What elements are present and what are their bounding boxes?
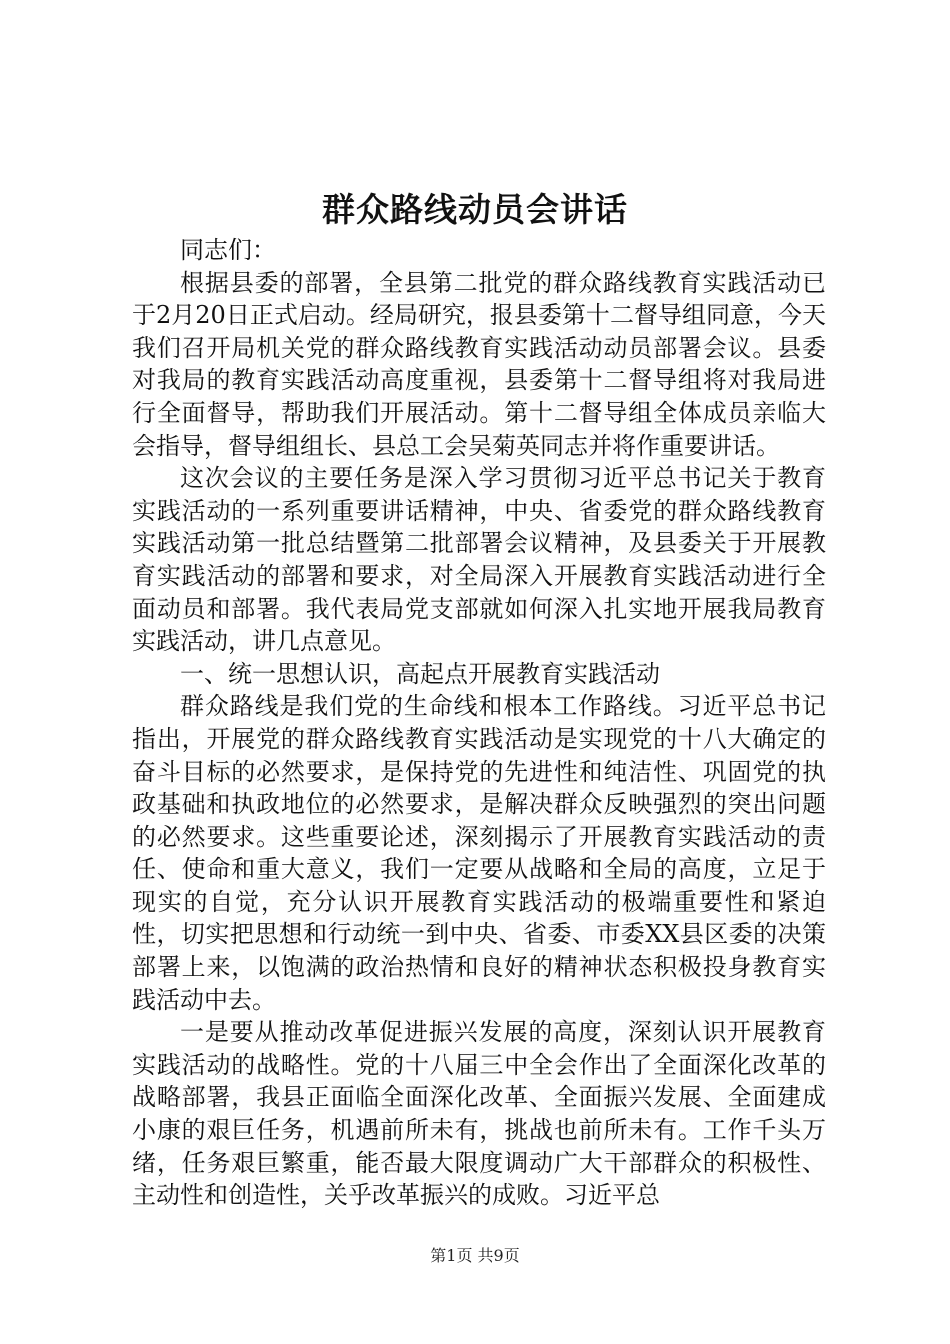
section-heading-1: 一、统一思想认识，高起点开展教育实践活动 xyxy=(180,659,660,688)
salutation: 同志们： xyxy=(180,236,276,264)
page-number-footer: 第1页 共9页 xyxy=(430,1246,520,1265)
document-title: 群众路线动员会讲话 xyxy=(322,190,628,229)
document-body xyxy=(132,234,826,1212)
paragraph-4: 一是要从推动改革促进振兴发展的高度，深刻认识开展教育实践活动的战略性。党的十八届三中全会作出了全面深化改革的战略部署，我县正面临全面深化改革、全面振兴发展、全面建成小康的艰巨任务，机遇前所未有，挑战也前所未有。工作千头万绪，任务艰巨繁重，能否最大限度调动广大干部群众的积极性、主动性和创造性，关乎改革振兴的成败。习近平总 xyxy=(132,1018,826,1210)
paragraph-3: 群众路线是我们党的生命线和根本工作路线。习近平总书记指出，开展党的群众路线教育实践活动是实现党的十八大确定的奋斗目标的必然要求，是保持党的先进性和纯洁性、巩固党的执政基础和执政地位的必然要求，是解决群众反映强烈的突出问题的必然要求。这些重要论述，深刻揭示了开展教育实践活动的责任、使命和重大意义，我们一定要从战略和全局的高度，立足于现实的自觉，充分认识开展教育实践活动的极端重要性和紧迫性，切实把思想和行动统一到中央、省委、市委XX县区委的决策部署上来，以饱满的政治热情和良好的精神状态积极投身教育实践活动中去。 xyxy=(132,692,826,1014)
paragraph-1: 根据县委的部署，全县第二批党的群众路线教育实践活动已于2月20日正式启动。经局研究，报县委第十二督导组同意，今天我们召开局机关党的群众路线教育实践活动动员部署会议。县委对我局的教育实践活动高度重视，县委第十二督导组将对我局进行全面督导，帮助我们开展活动。第十二督导组全体成员亲临大会指导，督导组组长、县总工会吴菊英同志并将作重要讲话。 xyxy=(132,268,826,460)
paragraph-2: 这次会议的主要任务是深入学习贯彻习近平总书记关于教育实践活动的一系列重要讲话精神，中央、省委党的群众路线教育实践活动第一批总结暨第二批部署会议精神，及县委关于开展教育实践活动的部署和要求，对全局深入开展教育实践活动进行全面动员和部署。我代表局党支部就如何深入扎实地开展我局教育实践活动，讲几点意见。 xyxy=(132,464,826,656)
